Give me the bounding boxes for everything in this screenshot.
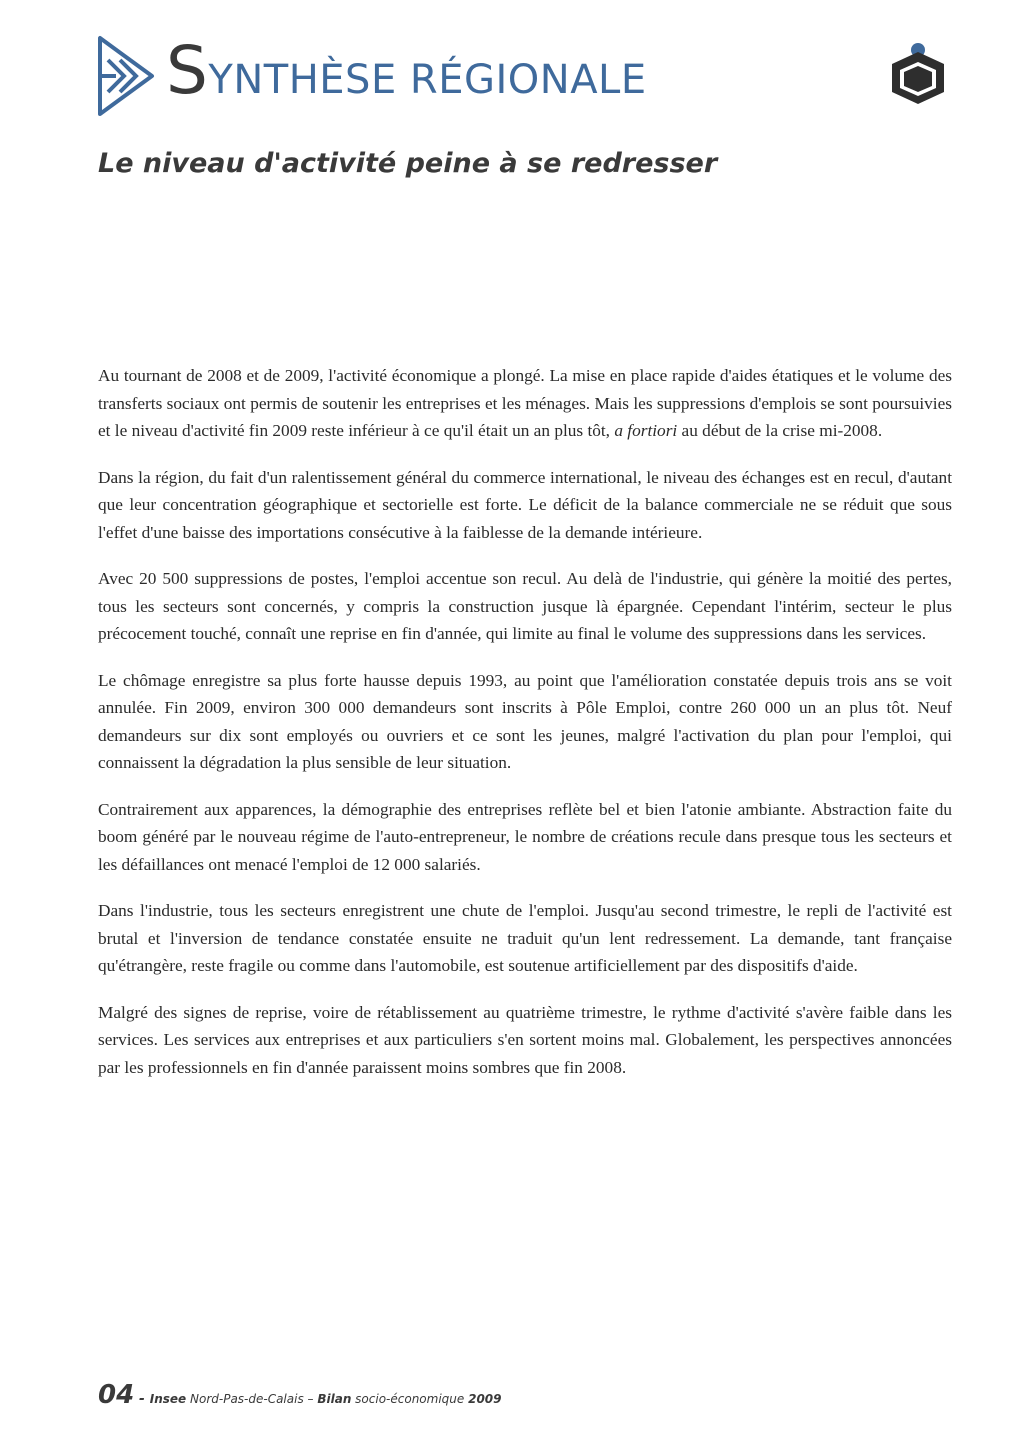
footer-org: Insee [149, 1392, 187, 1406]
paragraph-1 [98, 362, 952, 445]
paragraph-1-italic: a fortiori [614, 421, 678, 440]
page-subtitle: Le niveau d'activité peine à se redresser [98, 148, 718, 179]
footer-publication-rest: socio-économique [351, 1392, 469, 1406]
section-title [166, 32, 647, 109]
paragraph-4: Le chômage enregistre sa plus forte hausse depuis 1993, au point que l'amélioration constatée depuis trois ans se voit annulée. Fin 2009, environ 300 000 demandeurs sont inscrits à Pôle Emploi, contre 260 000 un an plus tôt. Neuf demandeurs sur dix sont employés ou ouvriers et ce sont les jeunes, malgré l'activation du plan pour l'emploi, qui connaissent la dégradation la plus sensible de leur situation. [98, 670, 952, 772]
footer-region: Nord-Pas-de-Calais – [186, 1392, 318, 1406]
triangle-arrows-icon [96, 34, 158, 118]
article-body [98, 362, 952, 1100]
paragraph-2: Dans la région, du fait d'un ralentissement général du commerce international, le niveau des échanges est en recul, d'autant que leur concentration géographique et sectorielle est forte. Le déficit de la balance commerciale ne se réduit que sous l'effet d'une baisse des importations consécutive à la faiblesse de la demande intérieure. [98, 467, 952, 542]
paragraph-7: Malgré des signes de reprise, voire de rétablissement au quatrième trimestre, le rythme d'activité s'avère faible dans les services. Les services aux entreprises et aux particuliers s'en sortent moins mal. Globalement, les perspectives annoncées par les professionnels en fin d'année paraissent moins sombres que fin 2008. [98, 1002, 952, 1077]
paragraph-1-text: Au tournant de 2008 et de 2009, l'activité économique a plongé. La mise en place rapide d'aides étatiques et le volume des transferts sociaux ont permis de soutenir les entreprises et les ménages. Mais les suppressions d'emplois se sont poursuivies et le niveau d'activité fin 2009 reste inférieur à ce qu'il était un an plus tôt, [98, 366, 952, 440]
hexagon-dot-icon [886, 38, 950, 108]
section-title-initial: S [166, 32, 209, 109]
footer-separator: - [134, 1391, 150, 1407]
page-number: 04 [98, 1380, 135, 1410]
paragraph-3: Avec 20 500 suppressions de postes, l'emploi accentue son recul. Au delà de l'industrie, qui génère la moitié des pertes, tous les secteurs sont concernés, y compris la construction jusque là épargnée. Cependant l'intérim, secteur le plus précocement touché, connaît une reprise en fin d'année, qui limite au final le volume des suppressions dans les services. [98, 569, 952, 643]
section-title-rest: YNTHÈSE RÉGIONALE [208, 57, 647, 103]
paragraph-1-text-end: au début de la crise mi-2008. [677, 421, 883, 440]
page-footer [98, 1380, 502, 1410]
paragraph-5: Contrairement aux apparences, la démographie des entreprises reflète bel et bien l'atonie ambiante. Abstraction faite du boom généré par le nouveau régime de l'auto-entrepreneur, le nombre de créations recule dans presque tous les secteurs et les défaillances ont menacé l'emploi de 12 000 salariés. [98, 799, 952, 874]
footer-year: 2009 [468, 1392, 502, 1406]
page-header [96, 30, 956, 120]
footer-publication: Bilan [317, 1392, 352, 1406]
paragraph-6: Dans l'industrie, tous les secteurs enregistrent une chute de l'emploi. Jusqu'au second trimestre, le repli de l'activité est brutal et l'inversion de tendance constatée ensuite ne traduit qu'un lent redressement. La demande, tant française qu'étrangère, reste fragile ou comme dans l'automobile, est soutenue artificiellement par des dispositifs d'aide. [98, 901, 952, 975]
